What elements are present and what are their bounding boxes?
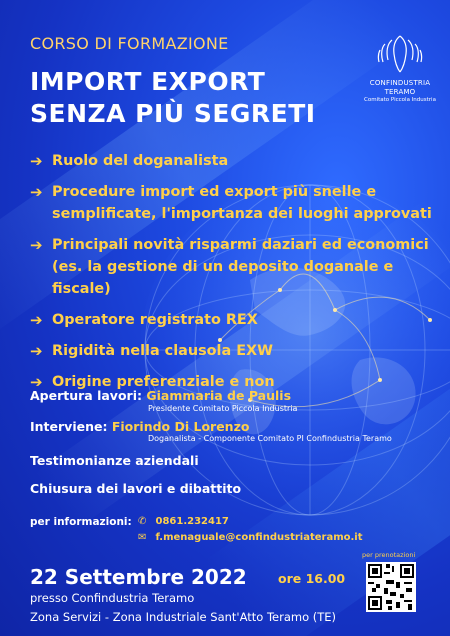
list-item: ➔ Operatore registrato REX (30, 311, 258, 329)
list-item: ➔ Principali novità risparmi daziari ed economici (es. la gestione di un deposito doganale e fiscale) (30, 236, 429, 297)
qr-code[interactable] (366, 562, 416, 612)
arrow-right-icon: ➔ (30, 236, 43, 254)
speaker-role: Doganalista - Componente Comitato PI Confindustria Teramo (148, 434, 392, 443)
page-title (30, 66, 316, 130)
title-line-1: IMPORT EXPORT (30, 67, 266, 96)
arrow-right-icon: ➔ (30, 152, 43, 170)
arrow-right-icon: ➔ (30, 183, 43, 201)
confindustria-logo (360, 32, 440, 103)
closing-line: Chiusura dei lavori e dibattito (30, 481, 242, 496)
title-line-2: SENZA PIÙ SEGRETI (30, 99, 316, 128)
logo-subtitle: Comitato Piccola Industria (364, 97, 436, 103)
arrow-right-icon: ➔ (30, 311, 43, 329)
contact-email[interactable]: ✉ f.menaguale@confindustriateramo.it (138, 532, 363, 543)
list-item: ➔ Ruolo del doganalista (30, 152, 229, 170)
list-item: ➔ Procedure import ed export più snelle e semplificate, l'importanza dei luoghi approvati (30, 183, 432, 222)
phone-icon: ✆ (138, 516, 147, 527)
logo-name-line-1: CONFINDUSTRIA (369, 79, 431, 87)
logo-name-line-2: TERAMO (384, 88, 416, 96)
event-address: Zona Servizi - Zona Industriale Sant'Atto Teramo (TE) (30, 610, 337, 624)
contact-phone[interactable]: ✆ 0861.232417 (138, 516, 229, 527)
list-item: ➔ Rigidità nella clausola EXW (30, 342, 273, 360)
event-venue: presso Confindustria Teramo (30, 591, 195, 605)
arrow-right-icon: ➔ (30, 342, 43, 360)
eagle-emblem-icon (377, 32, 423, 74)
contact-label: per informazioni: (30, 516, 132, 528)
registration-label: per prenotazioni (362, 551, 416, 559)
event-time: ore 16.00 (278, 571, 346, 586)
testimonials-line: Testimonianze aziendali (30, 453, 199, 468)
opening-line: Apertura lavori: Giammaria de Paulis (30, 388, 292, 403)
arrow-right-icon: ➔ (30, 373, 43, 391)
speaker-name: Fiorindo Di Lorenzo (111, 419, 250, 434)
speaker-line: Interviene: Fiorindo Di Lorenzo (30, 419, 250, 434)
event-date: 22 Settembre 2022 (30, 565, 247, 589)
envelope-icon: ✉ (138, 532, 147, 543)
opening-speaker-name: Giammaria de Paulis (146, 388, 292, 403)
topics-list (30, 150, 440, 393)
opening-speaker-role: Presidente Comitato Piccola Industria (148, 404, 298, 413)
course-label: CORSO DI FORMAZIONE (30, 34, 229, 53)
list-item: ➔ Origine preferenziale e non (30, 373, 275, 391)
